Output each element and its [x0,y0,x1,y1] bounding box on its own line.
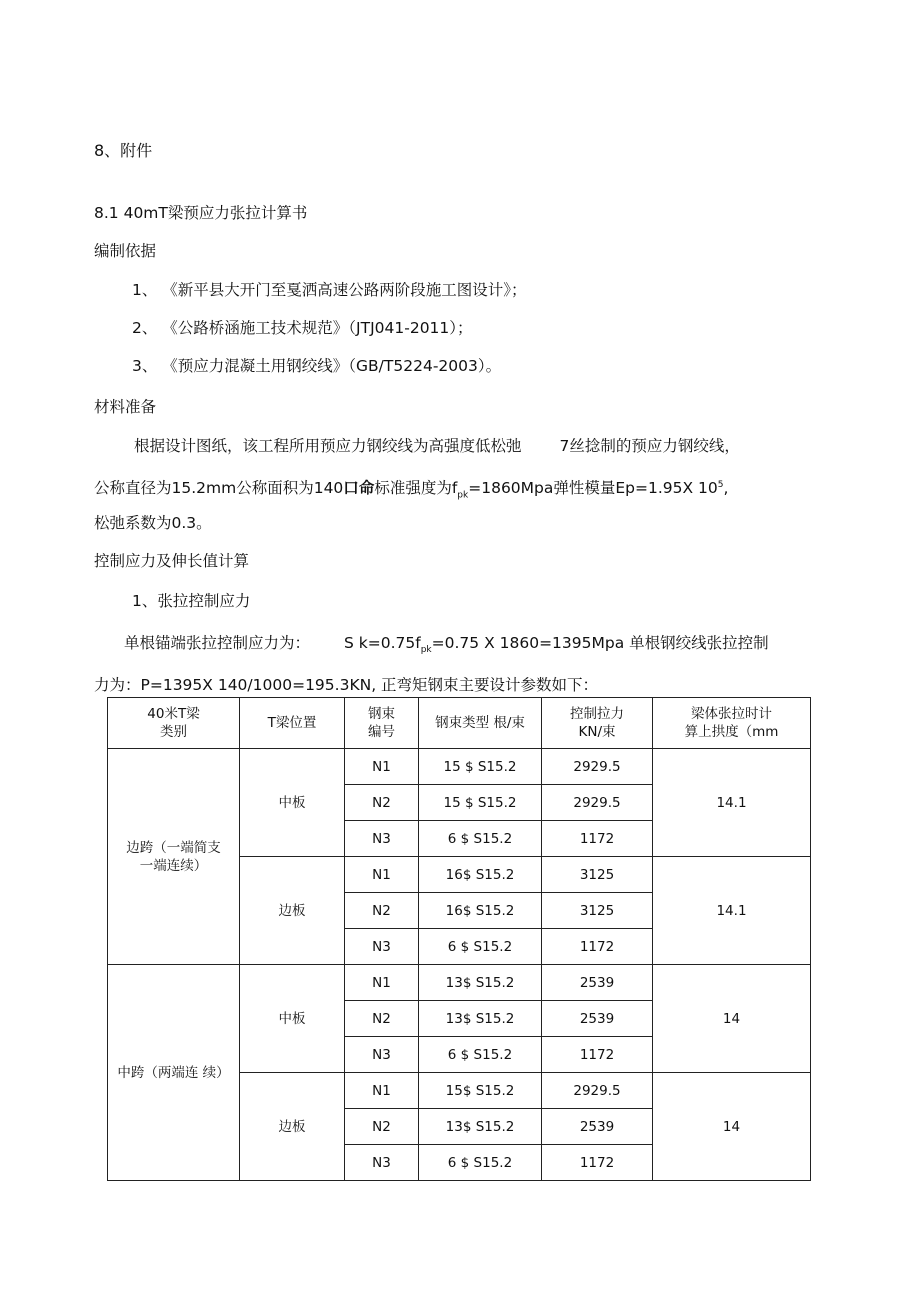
stress-line2: 力为：P=1395X 140/1000=195.3KN, 正弯矩钢束主要设计参数如下： [94,676,599,694]
stress-subscript: pk [420,645,432,656]
position-cell: 中板 [240,749,345,857]
tendon-no-cell: N2 [345,785,419,821]
tendon-no-cell: N3 [345,1037,419,1073]
materials-subscript: pk [457,490,469,501]
tendon-no-cell: N3 [345,929,419,965]
force-cell: 2539 [542,1109,653,1145]
force-cell: 2929.5 [542,785,653,821]
stress-text: S k=0.75f [344,634,421,652]
section-title: 8、附件 [94,141,153,160]
header-cell [345,698,419,749]
header-cell [108,698,240,749]
materials-text: 口 [343,479,359,498]
tendon-no-cell: N1 [345,1073,419,1109]
stress-text: 单根锚端张拉控制应力为： [124,634,311,652]
materials-text: 根据设计图纸，该工程所用预应力钢绞线为高强度低松弛 [134,437,522,455]
materials-text: =1860Mpa弹性模量Ep=1.95X 10 [468,479,718,498]
tendon-type-cell: 15 $ S15.2 [419,749,542,785]
tendon-type-cell: 13$ S15.2 [419,965,542,1001]
header-text: 算上拱度（mm [684,724,779,740]
tendon-type-cell: 13$ S15.2 [419,1109,542,1145]
tendon-parameter-table [107,697,811,1181]
header-text: 钢束 [368,706,395,722]
tendon-type-cell: 16$ S15.2 [419,857,542,893]
header-cell: T梁位置 [240,698,345,749]
force-cell: 2539 [542,965,653,1001]
reference-item: 1、 《新平县大开门至戛洒高速公路两阶段施工图设计》； [132,281,527,299]
tendon-type-cell: 6 $ S15.2 [419,929,542,965]
tendon-no-cell: N2 [345,1109,419,1145]
category-cell [108,749,240,965]
category-cell [108,965,240,1181]
camber-cell: 14 [653,1073,811,1181]
materials-paragraph-line3: 松弛系数为0.3。 [94,514,212,532]
materials-text: 标准强度为f [374,479,458,498]
header-cell [653,698,811,749]
header-cell [542,698,653,749]
tendon-type-cell: 6 $ S15.2 [419,1037,542,1073]
force-cell: 3125 [542,857,653,893]
subsection-title: 8.1 40mT梁预应力张拉计算书 [94,204,308,222]
position-cell: 中板 [240,965,345,1073]
category-text: 中跨（两端连 续） [117,1064,230,1081]
tendon-no-cell: N1 [345,965,419,1001]
tendon-no-cell: N3 [345,1145,419,1181]
tendon-type-cell: 15$ S15.2 [419,1073,542,1109]
tendon-type-cell: 13$ S15.2 [419,1001,542,1037]
force-cell: 1172 [542,821,653,857]
force-cell: 3125 [542,893,653,929]
force-cell: 2929.5 [542,749,653,785]
header-text: 梁体张拉时计 [691,706,772,722]
force-cell: 1172 [542,1145,653,1181]
force-cell: 2539 [542,1001,653,1037]
position-cell: 边板 [240,857,345,965]
stress-text: =0.75 X 1860=1395Mpa 单根钢绞线张拉控制 [431,634,769,652]
table-row [108,965,811,1001]
tendon-type-cell: 6 $ S15.2 [419,1145,542,1181]
tendon-type-cell: 6 $ S15.2 [419,821,542,857]
table-header-row [108,698,811,749]
tendon-type-cell: 16$ S15.2 [419,893,542,929]
tendon-no-cell: N1 [345,749,419,785]
camber-cell: 14.1 [653,857,811,965]
materials-text: 公称直径为15.2mm公称面积为140 [94,479,344,498]
position-cell: 边板 [240,1073,345,1181]
stress-line1 [124,633,769,660]
reference-item: 3、 《预应力混凝土用钢绞线》（GB/T5224-2003）。 [132,357,502,375]
header-text: 控制拉力 [570,706,624,722]
category-text: 边跨（一端简支 [126,839,221,856]
force-cell: 2929.5 [542,1073,653,1109]
basis-heading: 编制依据 [94,242,157,260]
tendon-no-cell: N2 [345,893,419,929]
tendon-no-cell: N1 [345,857,419,893]
materials-paragraph-line2 [94,475,728,505]
category-text: 一端连续） [139,857,208,874]
tendon-no-cell: N3 [345,821,419,857]
force-cell: 1172 [542,1037,653,1073]
tendon-type-cell: 15 $ S15.2 [419,785,542,821]
control-heading: 控制应力及伸长值计算 [94,552,250,570]
materials-text: , [723,479,729,498]
camber-cell: 14 [653,965,811,1073]
table-row [108,749,811,785]
header-text: 类别 [160,724,187,740]
header-text: 40米T梁 [147,706,200,722]
header-cell: 钢束类型 根/束 [419,698,542,749]
materials-text: 7丝捻制的预应力钢绞线， [559,437,740,455]
tendon-no-cell: N2 [345,1001,419,1037]
materials-heading: 材料准备 [94,398,157,416]
materials-paragraph-line1 [134,436,740,456]
header-text: 编号 [368,724,395,740]
materials-superscript: 5 [717,480,724,490]
camber-cell: 14.1 [653,749,811,857]
control-item-heading: 1、张拉控制应力 [132,592,251,610]
force-cell: 1172 [542,929,653,965]
header-text: KN/束 [578,724,616,740]
reference-item: 2、 《公路桥涵施工技术规范》（JTJ041-2011）； [132,319,473,337]
materials-text: 命 [358,479,375,498]
